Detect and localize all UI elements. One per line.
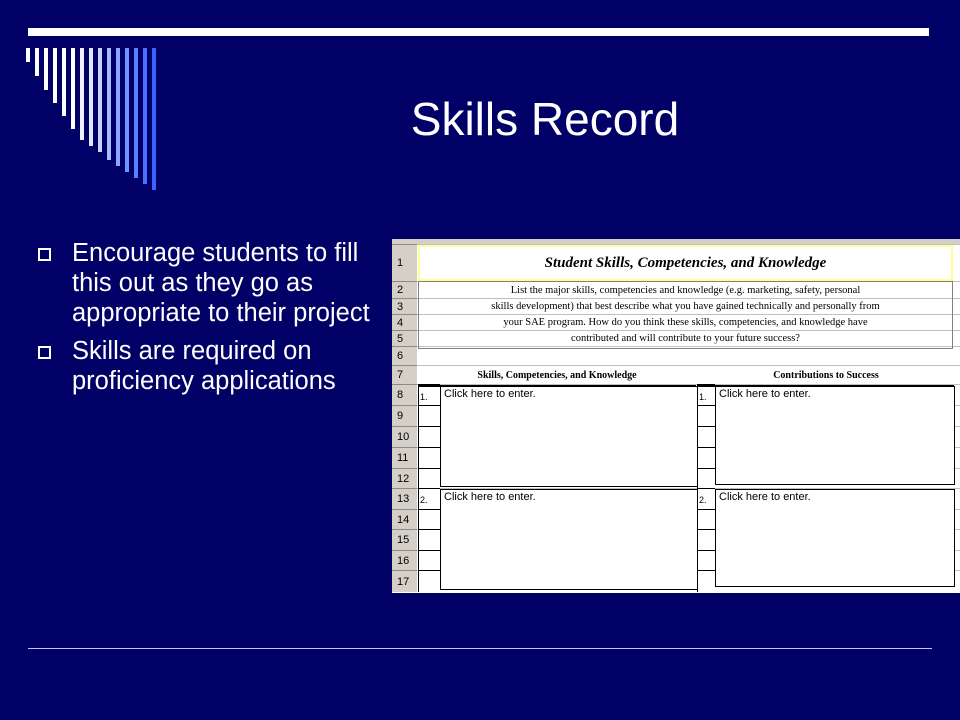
row-header[interactable]: 14 <box>392 509 417 529</box>
row-header[interactable]: 5 <box>392 330 417 346</box>
description-line: List the major skills, competencies and knowledge (e.g. marketing, safety, personal <box>510 285 861 296</box>
contributions-entry-field[interactable]: Click here to enter. <box>715 489 955 587</box>
grid-cell <box>418 426 440 447</box>
row-header[interactable]: 4 <box>392 314 417 330</box>
description-line: contributed and will contribute to your future success? <box>571 333 800 344</box>
skills-entry-field[interactable]: Click here to enter. <box>440 489 698 590</box>
grid-cell <box>697 529 715 550</box>
row-header[interactable]: 11 <box>392 447 417 468</box>
row-header[interactable]: 17 <box>392 570 417 592</box>
sheet-title[interactable]: Student Skills, Competencies, and Knowledge <box>418 245 953 281</box>
row-header[interactable]: 7 <box>392 365 417 384</box>
grid-cell <box>418 509 440 529</box>
grid-cell <box>418 570 440 592</box>
row-header[interactable]: 15 <box>392 529 417 550</box>
decorative-bar <box>125 48 129 172</box>
row-header[interactable]: 16 <box>392 550 417 570</box>
decorative-bar <box>26 48 30 62</box>
description-line: your SAE program. How do you think these skills, competencies, and knowledge have <box>503 317 868 328</box>
grid-cell <box>418 529 440 550</box>
bullet-text: Encourage students to fill this out as they go as appropriate to their project <box>72 239 370 327</box>
right-column-header: Contributions to Success <box>698 367 954 387</box>
description-line: skills development) that best describe what you have gained technically and personally from <box>491 301 880 312</box>
decorative-bar <box>98 48 102 152</box>
decorative-bar <box>35 48 39 76</box>
row-header[interactable]: 3 <box>392 298 417 314</box>
decorative-bar <box>152 48 156 190</box>
row-header[interactable]: 1 <box>392 244 417 281</box>
grid-cell <box>697 509 715 529</box>
square-bullet-icon <box>38 248 51 261</box>
grid-cell <box>697 426 715 447</box>
entry-number: 2. <box>699 495 707 505</box>
entry-number: 1. <box>699 392 707 402</box>
row-header[interactable]: 6 <box>392 346 417 365</box>
row-header[interactable]: 13 <box>392 488 417 509</box>
bullet-item <box>36 336 381 396</box>
bullet-item <box>36 238 381 328</box>
bullet-list <box>36 238 381 404</box>
row-header[interactable]: 8 <box>392 384 417 405</box>
decorative-bar <box>107 48 111 160</box>
grid-cell <box>418 447 440 468</box>
square-bullet-icon <box>38 346 51 359</box>
description-border <box>418 281 953 349</box>
decorative-bar <box>62 48 66 116</box>
grid-cell <box>697 570 715 592</box>
skills-entry-field[interactable]: Click here to enter. <box>440 386 698 487</box>
grid-cell <box>418 468 440 488</box>
contributions-entry-field[interactable]: Click here to enter. <box>715 386 955 485</box>
grid-cell <box>697 447 715 468</box>
decorative-bar <box>71 48 75 129</box>
decorative-bar <box>143 48 147 184</box>
decorative-bar <box>53 48 57 103</box>
row-header[interactable]: 12 <box>392 468 417 488</box>
grid-cell <box>418 550 440 570</box>
decorative-bar <box>44 48 48 90</box>
grid-cell <box>697 405 715 426</box>
entry-number: 1. <box>420 392 428 402</box>
entry-number: 2. <box>420 495 428 505</box>
decorative-bar <box>134 48 138 178</box>
grid-cell <box>697 468 715 488</box>
decorative-bar <box>89 48 93 146</box>
grid-cell <box>697 550 715 570</box>
bullet-text: Skills are required on proficiency applications <box>72 337 336 395</box>
decorative-bar <box>116 48 120 166</box>
decorative-bar <box>80 48 84 140</box>
spreadsheet-screenshot <box>392 239 960 593</box>
row-header[interactable]: 2 <box>392 281 417 298</box>
slide-title: Skills Record <box>410 93 680 145</box>
left-column-header: Skills, Competencies, and Knowledge <box>418 367 696 387</box>
bottom-rule <box>28 648 932 649</box>
row-header[interactable]: 10 <box>392 426 417 447</box>
grid-cell <box>418 405 440 426</box>
decorative-bars <box>0 0 170 200</box>
row-header[interactable]: 9 <box>392 405 417 426</box>
grid-line <box>417 365 960 366</box>
